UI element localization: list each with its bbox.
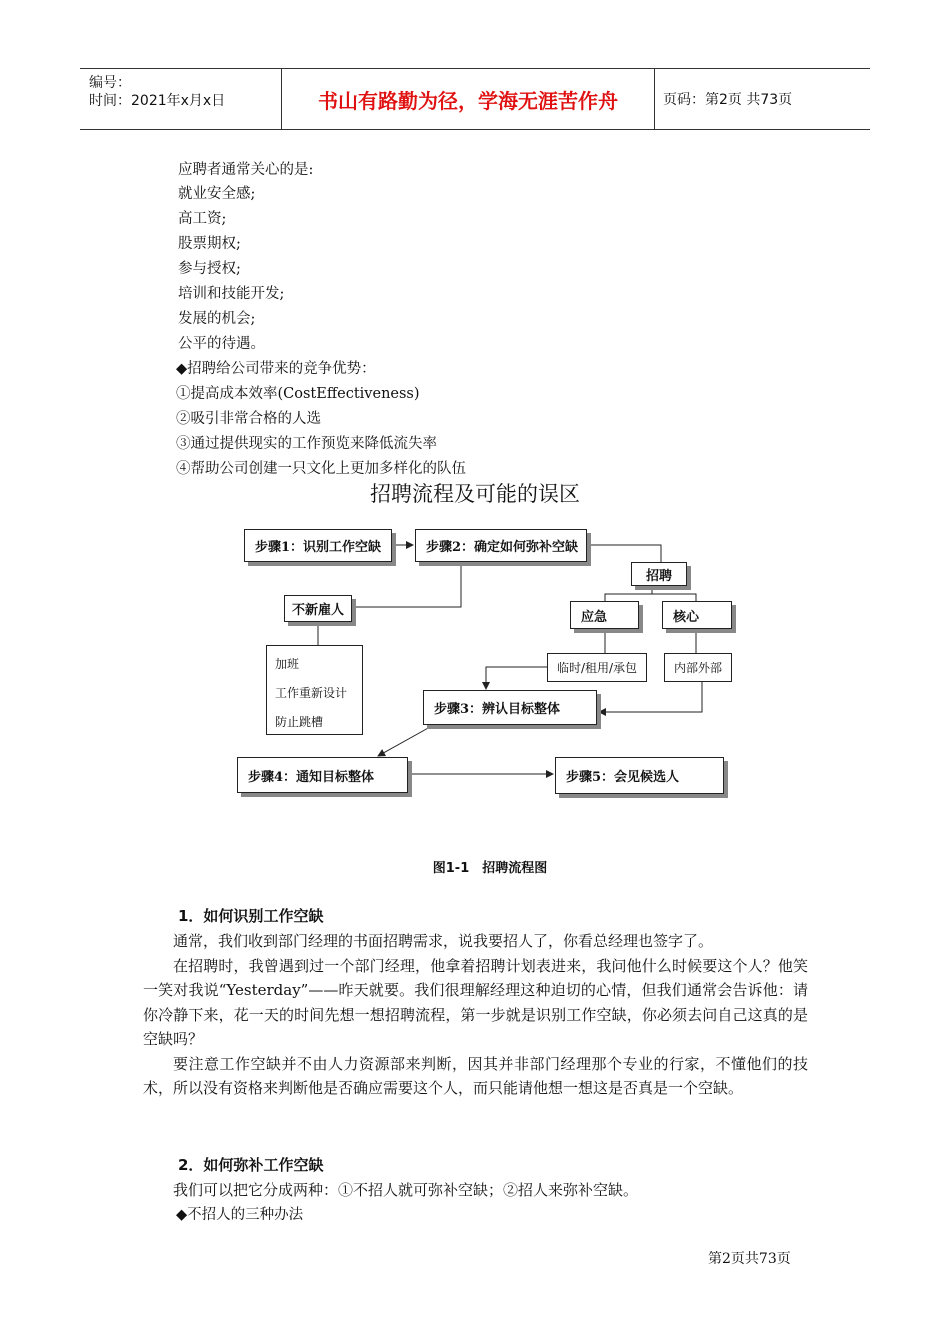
recruit-box: 招聘	[631, 562, 687, 586]
advantage-item: ②吸引非常合格的人选	[176, 411, 321, 427]
advantage-item: ④帮助公司创建一只文化上更加多样化的队伍	[176, 461, 466, 477]
arrow-step3-step4	[378, 727, 430, 756]
emergency-box: 应急	[570, 601, 639, 629]
option-item: 防止跳槽	[275, 715, 324, 729]
line-recruit-core	[652, 594, 696, 601]
step5-box: 步骤5：会见候选人	[555, 757, 724, 794]
list-item: 参与授权;	[178, 261, 241, 277]
paragraph: 通常，我们收到部门经理的书面招聘需求，说我要招人了，你看总经理也签字了。	[173, 932, 714, 950]
header-page-label: 页码：第2页 共73页	[663, 92, 793, 108]
page-footer: 第2页共73页	[708, 1251, 791, 1267]
no-hire-options-box	[266, 645, 363, 735]
paragraph: 我们可以把它分成两种：①不招人就可弥补空缺；②招人来弥补空缺。	[173, 1181, 639, 1199]
list-item: 高工资;	[178, 211, 227, 227]
diagram-title: 招聘流程及可能的误区	[370, 482, 580, 506]
temp-box: 临时/租用/承包	[547, 653, 647, 682]
number-label: 编号：	[89, 75, 131, 91]
option-item: 工作重新设计	[275, 686, 348, 700]
list-item: 股票期权;	[178, 236, 241, 252]
line-recruit-emergency	[605, 585, 652, 601]
step2-box: 步骤2：确定如何弥补空缺	[415, 529, 587, 562]
list-item: 培训和技能开发;	[178, 286, 285, 302]
header-motto: 书山有路勤为径，学海无涯苦作舟	[281, 69, 655, 129]
paragraph: 在招聘时，我曾遇到过一个部门经理，他拿着招聘计划表进来，我问他什么时候要这个人？他笑一笑对我说“Yesterday”——昨天就要。我们很理解经理这种迫切的心情，但我们通常会告诉他：请你冷静下来，花一天的时间先想一想招聘流程，第一步就是识别工作空缺，你必须去问自己这真的是空缺吗？	[143, 956, 808, 1048]
figure-caption: 图1-1 招聘流程图	[432, 861, 548, 876]
line-step2-recruit	[587, 545, 661, 562]
arrow-temp-step3	[486, 667, 552, 689]
advantages-heading: ◆招聘给公司带来的竞争优势：	[176, 361, 376, 377]
arrow-internal-step3	[599, 682, 702, 712]
step1-box: 步骤1：识别工作空缺	[244, 529, 392, 562]
list-item: 公平的待遇。	[178, 336, 265, 352]
section2-body	[143, 1178, 808, 1203]
list-intro: 应聘者通常关心的是:	[178, 162, 314, 178]
step4-box: 步骤4：通知目标整体	[237, 757, 408, 793]
step3-box: 步骤3：辨认目标整体	[423, 690, 597, 725]
list-item: 发展的机会;	[178, 311, 256, 327]
no-hire-box: 不新雇人	[284, 595, 352, 622]
paragraph: 要注意工作空缺并不由人力资源部来判断，因其并非部门经理那个专业的行家，不懂他们的技术，所以没有资格来判断他是否确应需要这个人，而只能请他想一想这是否真是一个空缺。	[143, 1054, 808, 1097]
option-item: 加班	[275, 657, 300, 671]
advantage-item: ③通过提供现实的工作预览来降低流失率	[176, 436, 437, 452]
line-step2-nohire	[352, 562, 461, 607]
time-label: 时间：2021年x月x日	[89, 93, 226, 109]
core-box: 核心	[662, 601, 732, 629]
section2-bullet: ◆不招人的三种办法	[176, 1207, 304, 1223]
section1-body	[143, 929, 808, 1101]
section1-heading: 1．如何识别工作空缺	[178, 907, 324, 925]
internal-external-box: 内部外部	[664, 653, 732, 682]
section2-heading: 2．如何弥补工作空缺	[178, 1156, 324, 1174]
list-item: 就业安全感;	[178, 186, 256, 202]
advantage-item: ①提高成本效率(CostEffectiveness)	[176, 386, 420, 402]
